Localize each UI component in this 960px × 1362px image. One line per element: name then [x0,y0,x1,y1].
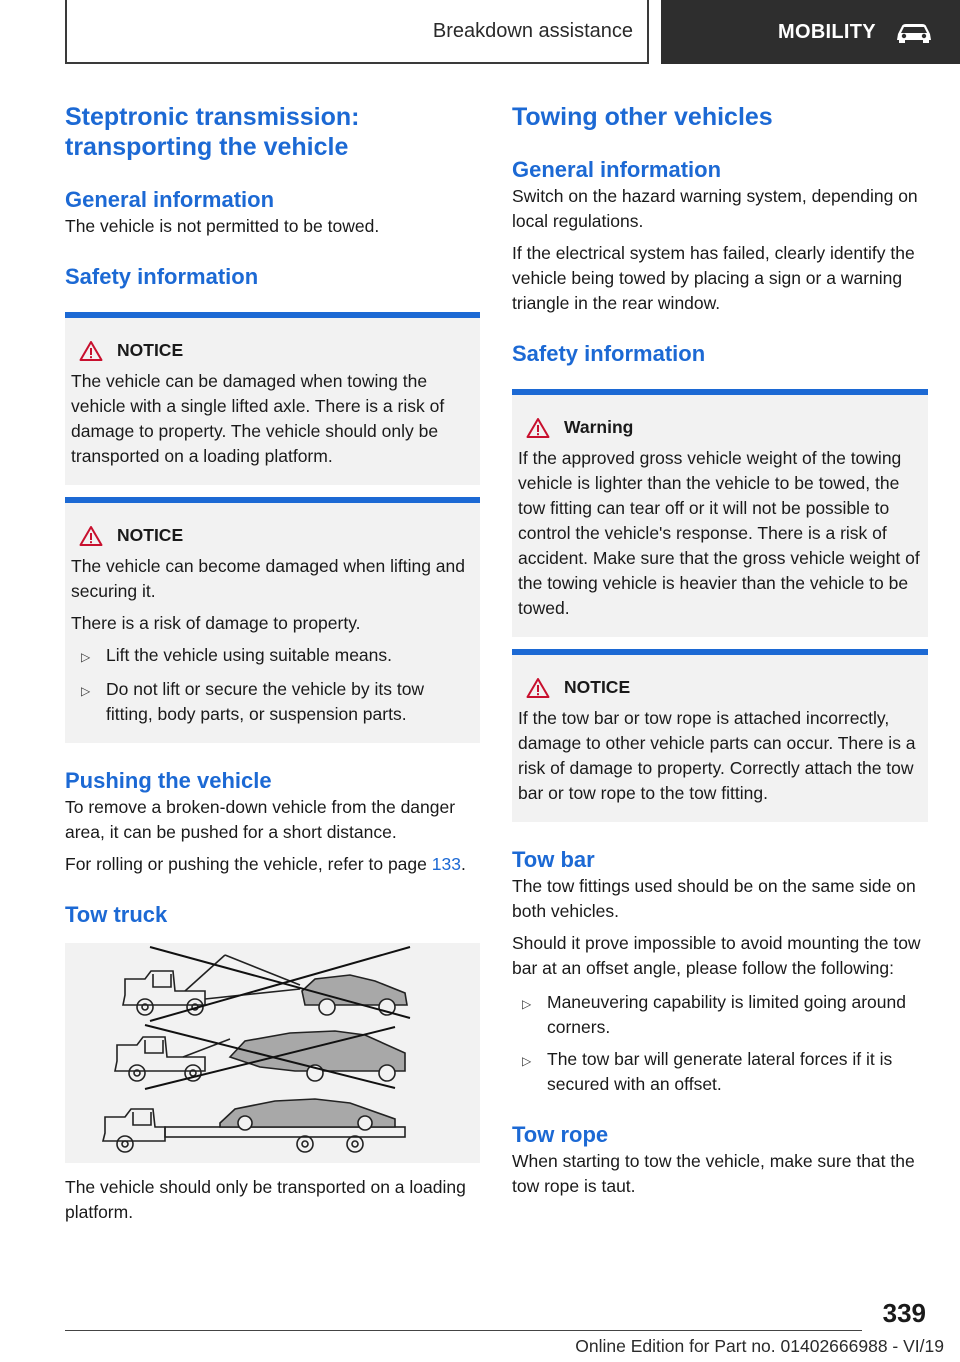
list-item: ▷ Maneuvering capability is limited going around corners. [512,990,928,1040]
tow-truck-illustration [65,943,480,1163]
bullet-triangle-icon: ▷ [522,997,532,1011]
pushing-reference: For rolling or pushing the vehicle, refer to page 133. [65,854,466,874]
warning-triangle-icon [79,525,103,547]
warning-triangle-icon [79,340,103,362]
heading-pushing-vehicle: Pushing the vehicle [65,768,272,793]
warning-triangle-icon [526,677,550,699]
heading-tow-bar: Tow bar [512,847,595,872]
section-title-steptronic: Steptronic transmission: transporting the vehicle [65,103,360,161]
notice-box-1 [65,312,480,485]
list-item: ▷ Do not lift or secure the vehicle by its tow fitting, body parts, or suspension parts. [71,677,474,727]
page-link[interactable]: 133 [431,854,461,874]
heading-safety-information: Safety information [65,264,259,289]
page-number: 339 [882,1298,926,1328]
warning-text: If the approved gross vehicle weight of the towing vehicle is lighter than the vehicle to be towed, the tow fitting can tear off or it will not be possible to control the vehicle's response. There is a risk of accident. Make sure that the gross vehicle weight of the towing vehicle is heavier than the vehicle to be towed. [518,448,920,618]
general-information-text: Switch on the hazard warning system, depending on local regulations. [512,186,918,231]
header-chapter-box [661,0,960,64]
heading-tow-truck: Tow truck [65,902,168,927]
tow-bar-text: The tow fittings used should be on the same side on both vehicles. [512,876,916,921]
heading-general-information: General information [65,187,275,212]
notice-title: NOTICE [117,340,184,360]
list-item: ▷ Lift the vehicle using suitable means. [71,643,474,670]
heading-tow-rope: Tow rope [512,1122,609,1147]
right-column [512,102,928,1199]
general-information-text: The vehicle is not permitted to be towed. [65,216,380,236]
header-section-title: Breakdown assistance [432,19,633,42]
footer-edition: Online Edition for Part no. 01402666988 - VI/19 [575,1336,944,1356]
tow-truck-diagram [65,943,480,1163]
car-icon [894,20,934,44]
left-column [65,102,480,1225]
notice-title: NOTICE [117,525,184,545]
notice-text: The vehicle can be damaged when towing the vehicle with a single lifted axle. There is a risk of damage to property. The vehicle should only be transported on a loading platform. [71,371,445,466]
warning-triangle-icon [526,417,550,439]
footer-divider [65,1330,862,1331]
tow-bar-text: Should it prove impossible to avoid mounting the tow bar at an offset angle, please follow the following: [512,933,921,978]
bullet-triangle-icon: ▷ [81,684,91,698]
notice-title: NOTICE [564,677,631,697]
heading-general-information: General information [512,157,722,182]
notice-text: There is a risk of damage to property. [71,613,361,633]
figure-caption: The vehicle should only be transported on a loading platform. [65,1177,466,1222]
notice-text: If the tow bar or tow rope is attached incorrectly, damage to other vehicle parts can occur. There is a risk of damage to property. Correctly attach the tow bar or tow rope to the tow fitting. [518,708,916,803]
section-title-towing-other-vehicles: Towing other vehicles [512,103,773,131]
header-section-box [65,0,649,64]
tow-rope-text: When starting to tow the vehicle, make sure that the tow rope is taut. [512,1151,915,1196]
bullet-triangle-icon: ▷ [522,1054,532,1068]
general-information-text: If the electrical system has failed, clearly identify the vehicle being towed by placing a sign or a warning triangle in the rear window. [512,243,915,313]
warning-box [512,389,928,637]
heading-safety-information: Safety information [512,341,706,366]
notice-text: The vehicle can become damaged when lifting and securing it. [71,556,465,601]
bullet-triangle-icon: ▷ [81,650,91,664]
notice-box-2 [65,497,480,743]
list-item: ▷ The tow bar will generate lateral forces if it is secured with an offset. [512,1047,928,1097]
header-chapter-title: MOBILITY [778,20,876,43]
notice-box [512,649,928,822]
pushing-text: To remove a broken-down vehicle from the danger area, it can be pushed for a short distance. [65,797,456,842]
warning-title: Warning [564,417,634,437]
